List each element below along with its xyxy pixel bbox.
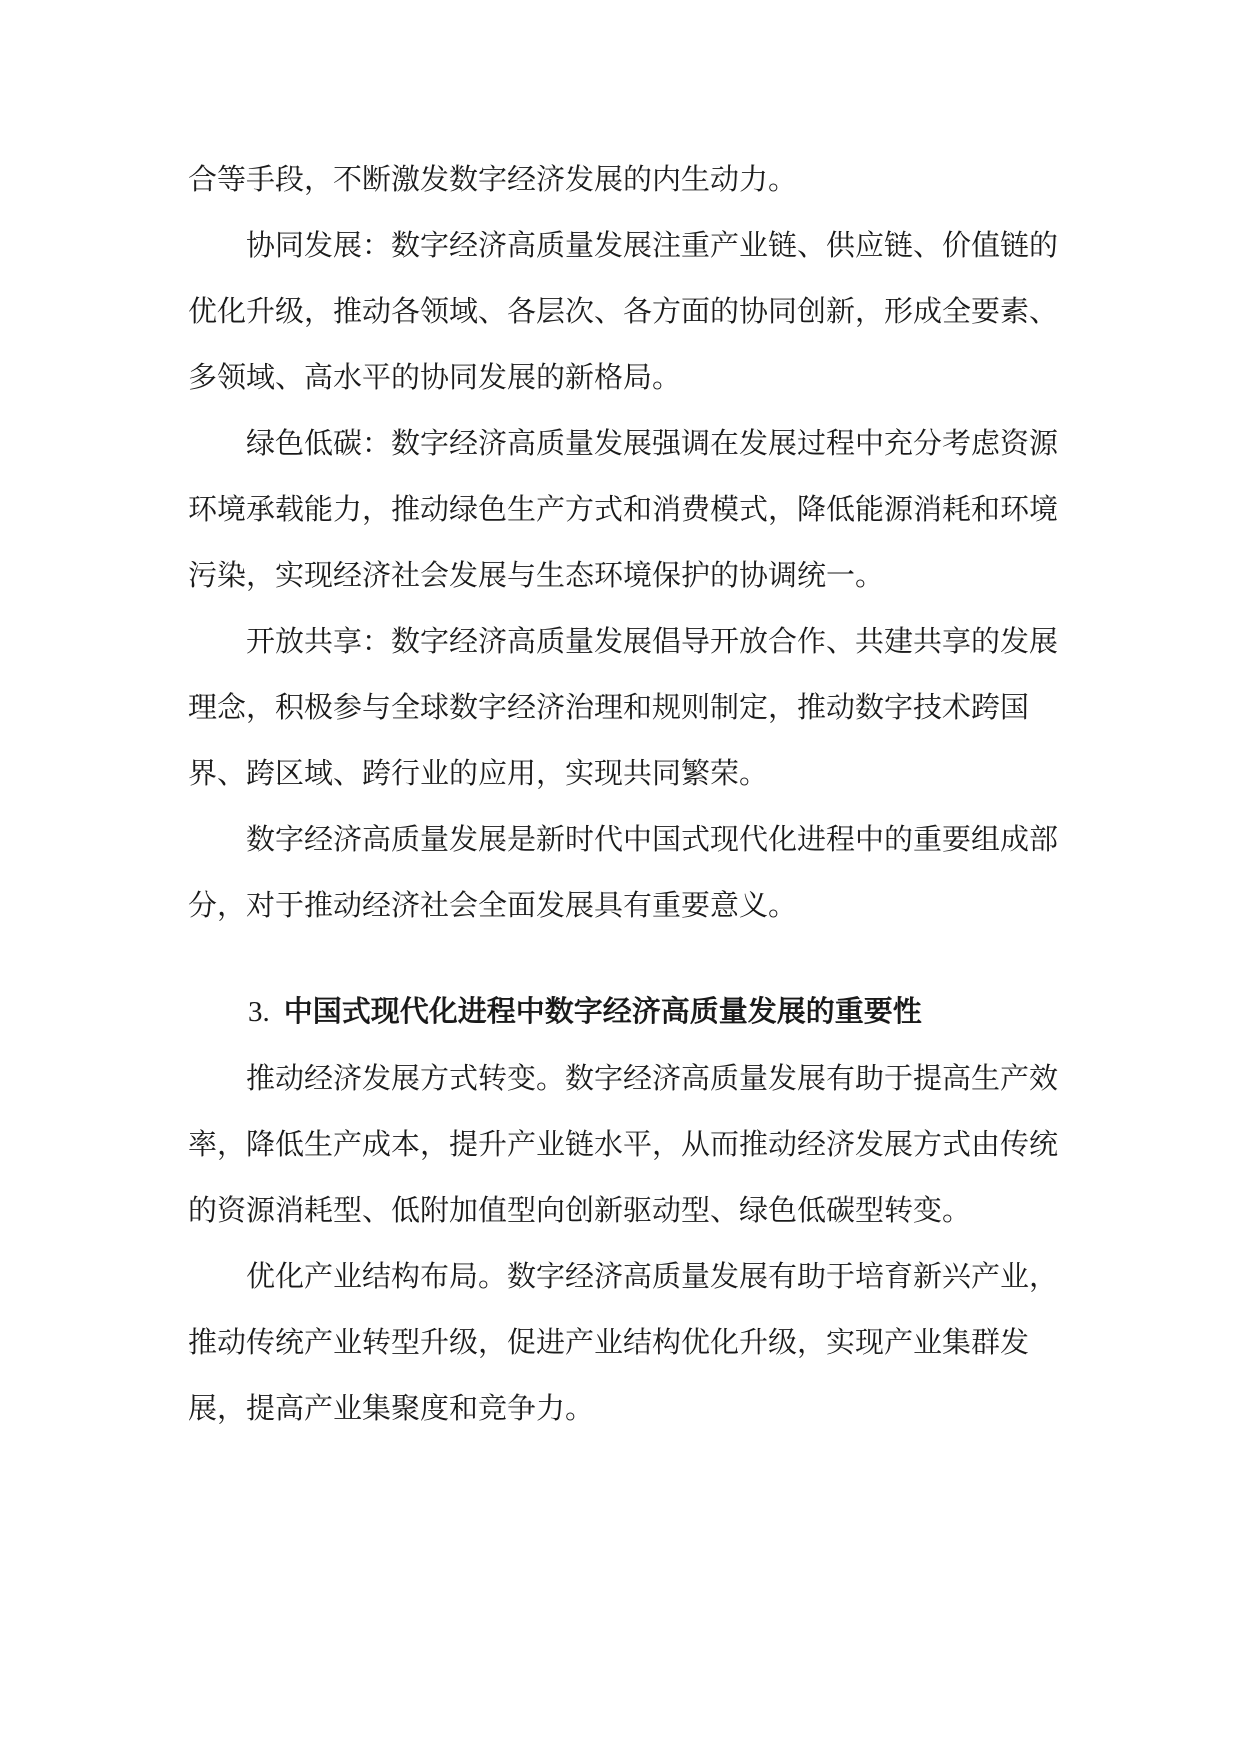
paragraph: 绿色低碳：数字经济高质量发展强调在发展过程中充分考虑资源环境承载能力，推动绿色生产方式和消费模式，降低能源消耗和环境污染，实现经济社会发展与生态环境保护的协调统一。 [188,426,1059,592]
paragraph: 数字经济高质量发展是新时代中国式现代化进程中的重要组成部分，对于推动经济社会全面发展具有重要意义。 [188,822,1059,922]
section-number: 3. [248,996,270,1028]
paragraph: 推动经济发展方式转变。数字经济高质量发展有助于提高生产效率，降低生产成本，提升产业链水平，从而推动经济发展方式由传统的资源消耗型、低附加值型向创新驱动型、绿色低碳型转变。 [188,1061,1059,1227]
paragraph: 优化产业结构布局。数字经济高质量发展有助于培育新兴产业，推动传统产业转型升级，促进产业结构优化升级，实现产业集群发展，提高产业集聚度和竞争力。 [188,1259,1059,1425]
section-title: 中国式现代化进程中数字经济高质量发展的重要性 [283,994,922,1028]
paragraph: 合等手段，不断激发数字经济发展的内生动力。 [188,162,798,196]
section-heading [188,978,1058,1045]
paragraph: 开放共享：数字经济高质量发展倡导开放合作、共建共享的发展理念，积极参与全球数字经济治理和规则制定，推动数字技术跨国界、跨区域、跨行业的应用，实现共同繁荣。 [188,624,1059,790]
paragraph: 协同发展：数字经济高质量发展注重产业链、供应链、价值链的优化升级，推动各领域、各层次、各方面的协同创新，形成全要素、多领域、高水平的协同发展的新格局。 [188,228,1059,394]
text-column [188,146,1058,1441]
